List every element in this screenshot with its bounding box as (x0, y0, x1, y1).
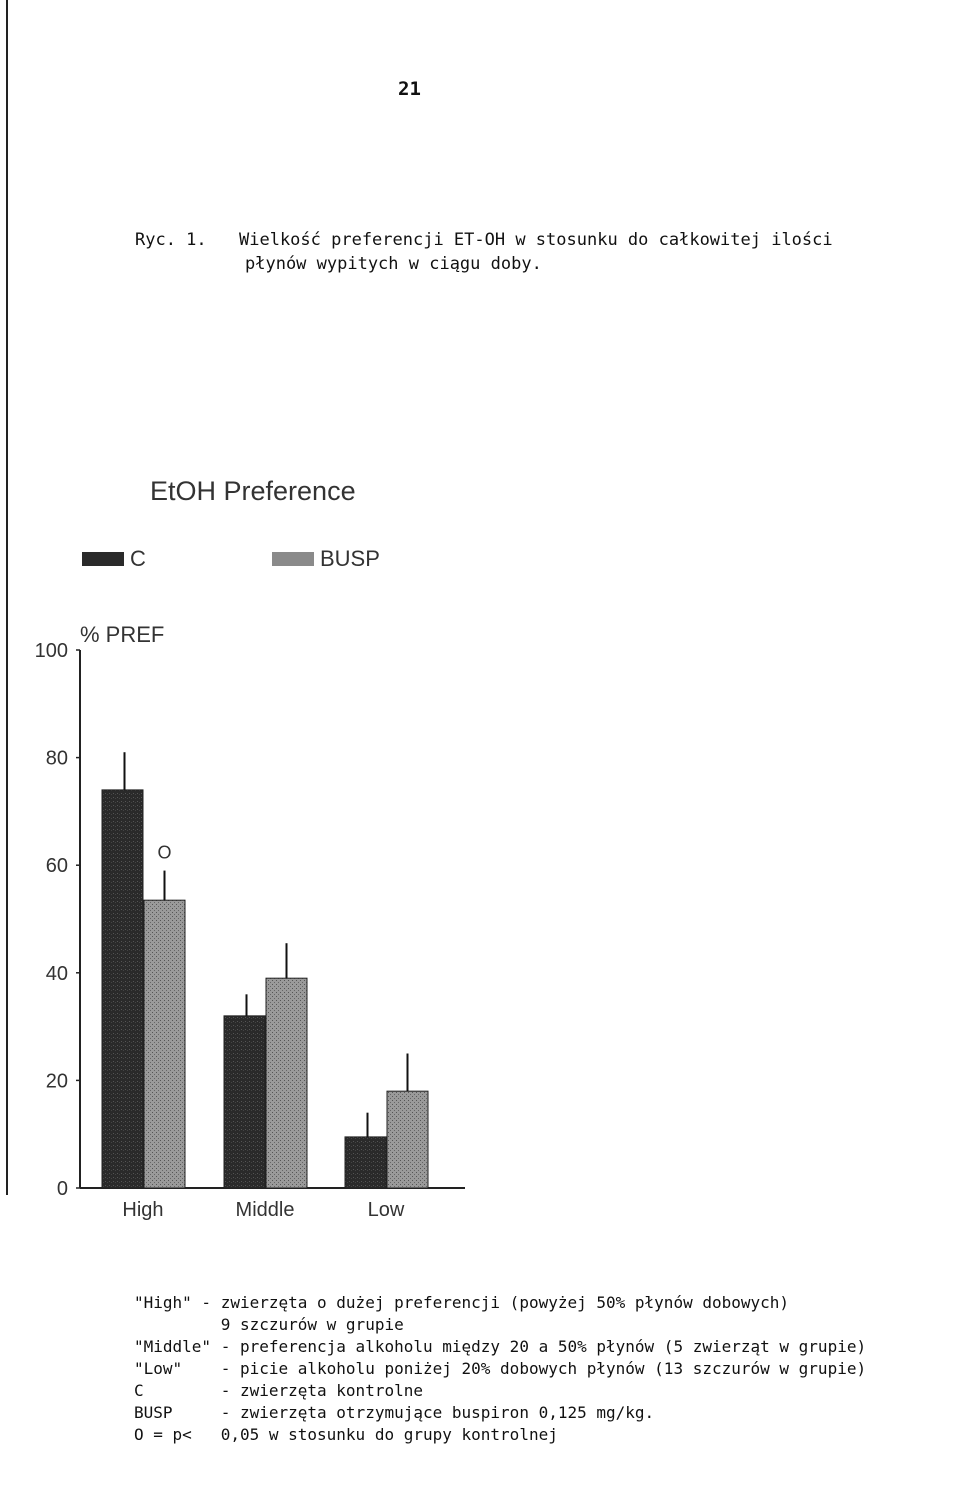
significance-marker: O (157, 842, 172, 863)
legend-label-control: C (130, 546, 146, 571)
y-tick-label: 80 (45, 747, 68, 770)
y-tick-label: 0 (56, 1178, 68, 1200)
y-axis-label: % PREF (80, 622, 165, 647)
legend-label-busp: BUSP (320, 546, 380, 571)
y-tick-label: 40 (45, 962, 68, 985)
x-tick-label: High (122, 1199, 164, 1221)
legend-line: "Low" - picie alkoholu poniżej 20% dobowych płynów (13 szczurów w grupie) (134, 1359, 867, 1378)
legend-swatch-busp (272, 552, 314, 566)
bar-chart (0, 600, 520, 1240)
bar-busp-low (387, 1091, 428, 1188)
legend-item-control (82, 546, 146, 572)
legend-line: C - zwierzęta kontrolne (134, 1381, 423, 1400)
figure-legend (134, 1292, 866, 1446)
x-tick-label: Low (367, 1199, 405, 1221)
bar-busp-middle (266, 978, 307, 1188)
figure-caption (135, 228, 833, 276)
caption-line-2: płynów wypitych w ciągu doby. (245, 254, 542, 274)
legend-line: 9 szczurów w grupie (134, 1315, 404, 1334)
y-tick-label: 60 (45, 855, 68, 878)
caption-line-1: Wielkość preferencji ET-OH w stosunku do całkowitej ilości (239, 230, 833, 250)
y-tick-label: 100 (34, 640, 68, 662)
legend-line: BUSP - zwierzęta otrzymujące buspiron 0,125 mg/kg. (134, 1403, 655, 1422)
bar-c-low (345, 1137, 386, 1188)
bar-c-middle (224, 1016, 265, 1188)
bar-busp-high (144, 900, 185, 1188)
chart-title: EtOH Preference (150, 476, 356, 506)
legend-line: O = p< 0,05 w stosunku do grupy kontrolnej (134, 1425, 558, 1444)
x-tick-label: Middle (235, 1199, 295, 1221)
y-tick-label: 20 (45, 1070, 68, 1093)
bar-c-high (102, 790, 143, 1188)
caption-label: Ryc. 1. (135, 230, 207, 250)
page-number: 21 (398, 78, 421, 100)
legend-item-busp (272, 546, 380, 572)
legend-swatch-control (82, 552, 124, 566)
legend-line: "High" - zwierzęta o dużej preferencji (powyżej 50% płynów dobowych) (134, 1293, 790, 1312)
legend-line: "Middle" - preferencja alkoholu między 20 a 50% płynów (5 zwierząt w grupie) (134, 1337, 867, 1356)
